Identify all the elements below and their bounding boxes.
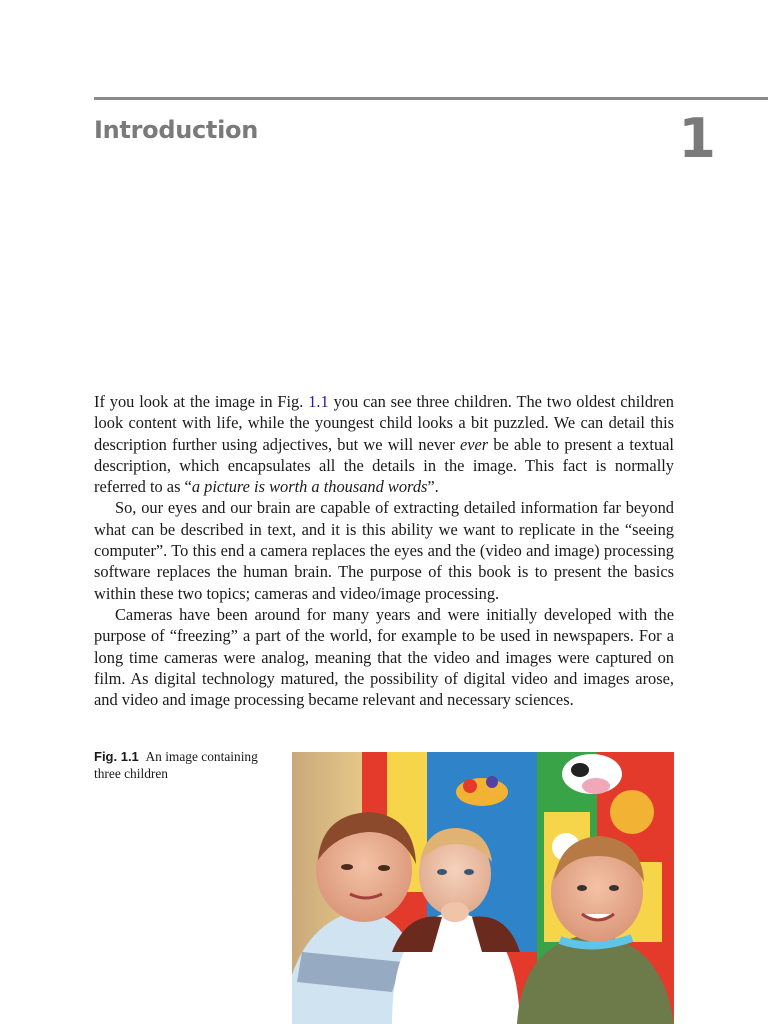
paragraph-2: So, our eyes and our brain are capable of extracting detailed information far beyond what can be described in text, and it is this ability we want to replicate in the “seeing computer”. To this end a camera replaces the eyes and the (video and image) processing software replaces the human brain. The purpose of this book is to present the basics within these two topics; cameras and video/image processing. [94, 498, 674, 603]
figure-label: Fig. 1.1 [94, 749, 139, 764]
emphasis-ever: ever [459, 434, 489, 454]
children-photo [292, 752, 674, 1024]
chapter-rule [94, 97, 768, 100]
children-photo-illustration [292, 752, 674, 1024]
figure-caption-text: An image containing three children [94, 749, 258, 781]
chapter-number: 1 [678, 107, 716, 170]
body-text [94, 391, 674, 710]
paragraph-1: If you look at the image in Fig. 1.1 you can see three children. The two oldest children look content with life, while the youngest child looks a bit puzzled. We can detail this description further using adjectives, but we will never ever be able to present a textual description, which encapsulates all the details in the image. This fact is normally referred to as “a picture is worth a thousand words”. [94, 392, 674, 497]
quote-text: a picture is worth a thousand words [191, 477, 428, 497]
figure-caption [94, 748, 264, 782]
chapter-title: Introduction [94, 116, 258, 144]
figure-reference-link[interactable]: 1.1 [308, 392, 329, 411]
paragraph-3: Cameras have been around for many years and were initially developed with the purpose of “freezing” a part of the world, for example to be used in newspapers. For a long time cameras were analog, meaning that the video and images were captured on film. As digital technology matured, the possibility of digital video and images arose, and video and image processing became relevant and necessary sciences. [94, 604, 674, 710]
